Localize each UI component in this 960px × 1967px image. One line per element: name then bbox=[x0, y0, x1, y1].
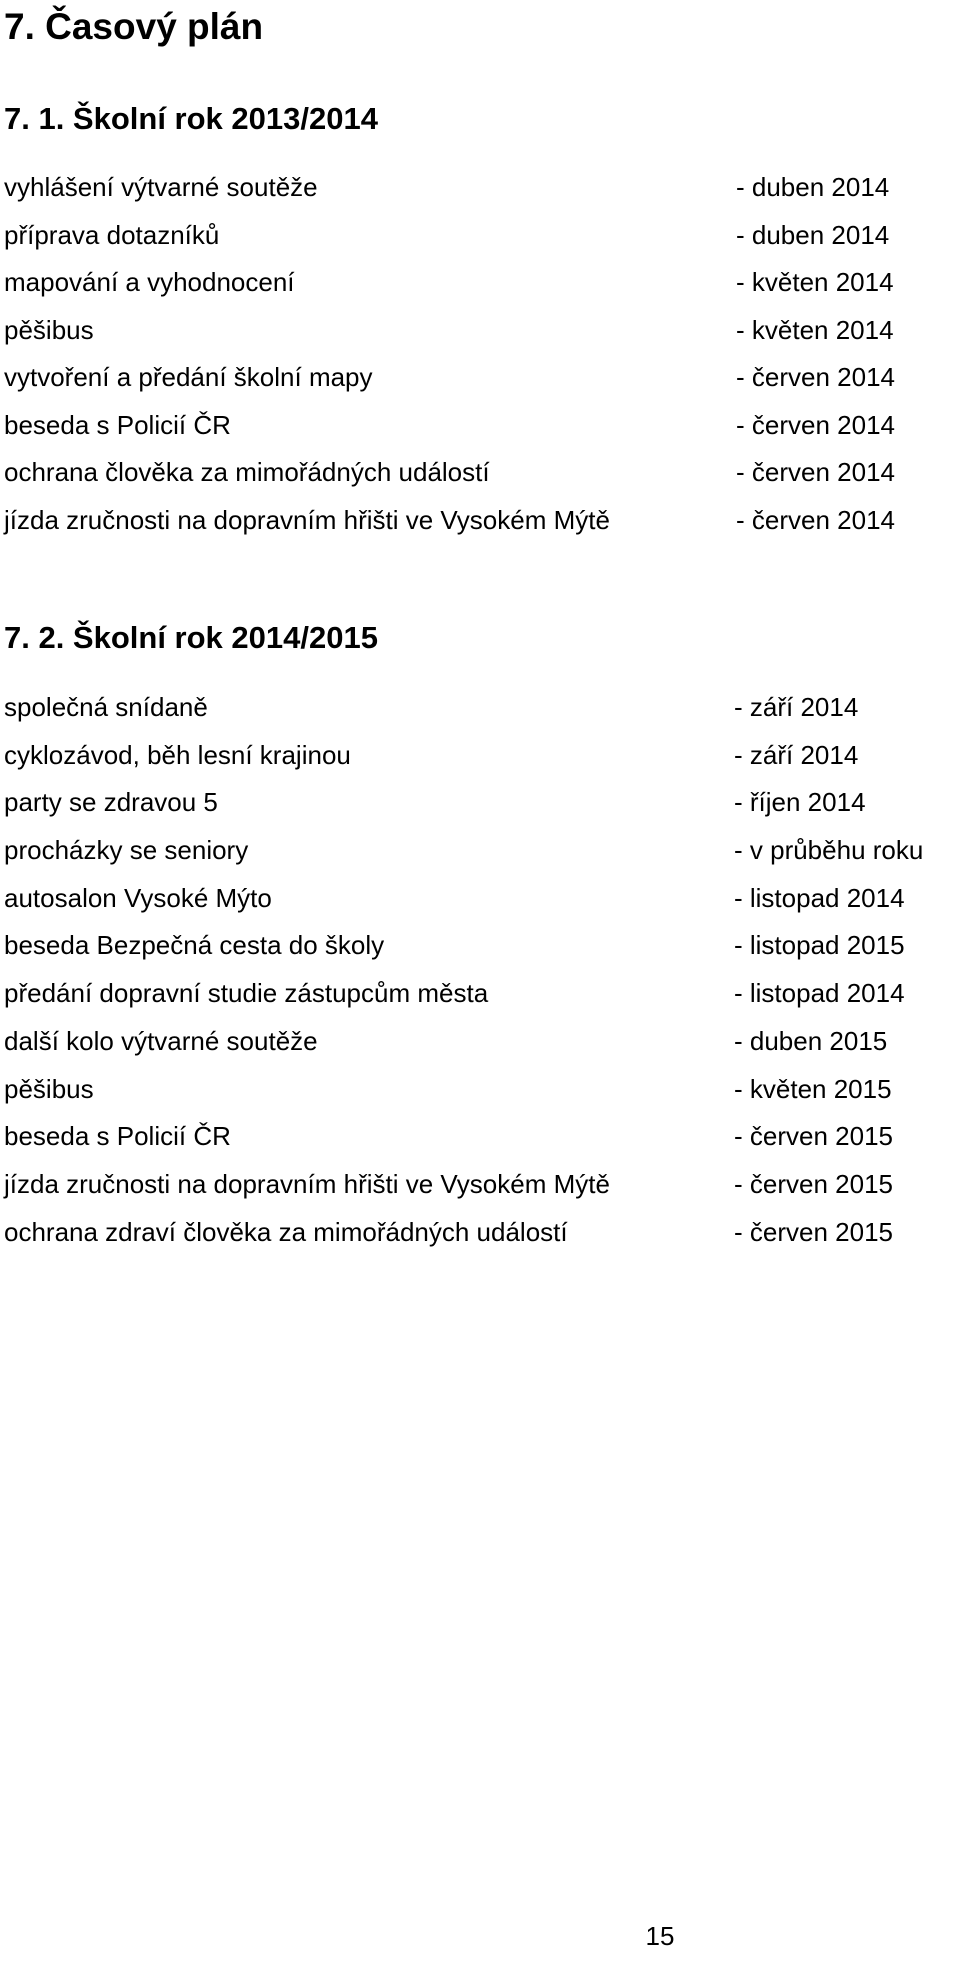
activity-date: - červen 2014 bbox=[736, 362, 895, 392]
chapter-heading: 7. Časový plán bbox=[4, 6, 264, 47]
activity-date: - listopad 2014 bbox=[734, 882, 905, 913]
activity-label: beseda s Policií ČR bbox=[4, 409, 231, 440]
activity-date: - v průběhu roku bbox=[734, 835, 924, 866]
activity-date: - červen 2015 bbox=[734, 1216, 893, 1247]
activity-date: - červen 2014 bbox=[736, 504, 895, 535]
activity-label: pěšibus bbox=[4, 314, 94, 345]
activity-label: party se zdravou 5 bbox=[4, 787, 218, 818]
activity-date: - červen 2015 bbox=[734, 1121, 893, 1152]
activity-label: vytvoření a předání školní mapy bbox=[4, 362, 373, 392]
activity-date: - listopad 2014 bbox=[734, 978, 905, 1009]
activity-date: - duben 2014 bbox=[736, 219, 890, 250]
activity-label: ochrana člověka za mimořádných událostí bbox=[4, 457, 490, 487]
activity-label: předání dopravní studie zástupcům města bbox=[4, 978, 489, 1009]
activity-date: - červen 2015 bbox=[734, 1168, 893, 1199]
section-heading-2014-2015: 7. 2. Školní rok 2014/2015 bbox=[4, 620, 378, 655]
section-heading-2013-2014: 7. 1. Školní rok 2013/2014 bbox=[4, 101, 378, 136]
activity-date: - květen 2014 bbox=[736, 314, 894, 345]
activity-date: - červen 2014 bbox=[736, 409, 895, 440]
activity-label: autosalon Vysoké Mýto bbox=[4, 882, 272, 913]
activity-label: mapování a vyhodnocení bbox=[4, 267, 295, 297]
activity-label: beseda s Policií ČR bbox=[4, 1121, 231, 1152]
activity-label: procházky se seniory bbox=[4, 835, 249, 866]
activity-label: společná snídaně bbox=[4, 692, 208, 722]
activity-label: jízda zručnosti na dopravním hřišti ve Vysokém Mýtě bbox=[4, 1168, 610, 1199]
activity-label: beseda Bezpečná cesta do školy bbox=[4, 930, 385, 961]
activity-label: cyklozávod, běh lesní krajinou bbox=[4, 739, 351, 770]
activity-date: - září 2014 bbox=[734, 739, 859, 770]
activity-date: - listopad 2015 bbox=[734, 930, 905, 961]
activity-date: - duben 2014 bbox=[736, 172, 890, 202]
activity-label: příprava dotazníků bbox=[4, 219, 220, 250]
activity-date: - květen 2015 bbox=[734, 1073, 892, 1104]
activity-date: - duben 2015 bbox=[734, 1025, 888, 1056]
activity-date: - červen 2014 bbox=[736, 457, 895, 487]
activity-label: vyhlášení výtvarné soutěže bbox=[4, 172, 318, 202]
activity-date: - květen 2014 bbox=[736, 267, 894, 297]
activity-date: - říjen 2014 bbox=[734, 787, 866, 818]
activity-label: pěšibus bbox=[4, 1073, 94, 1104]
activity-label: jízda zručnosti na dopravním hřišti ve Vysokém Mýtě bbox=[4, 504, 610, 535]
activity-label: další kolo výtvarné soutěže bbox=[4, 1025, 318, 1056]
activity-date: - září 2014 bbox=[734, 692, 859, 722]
activity-label: ochrana zdraví člověka za mimořádných událostí bbox=[4, 1216, 568, 1247]
page-number: 15 bbox=[645, 1921, 675, 1951]
